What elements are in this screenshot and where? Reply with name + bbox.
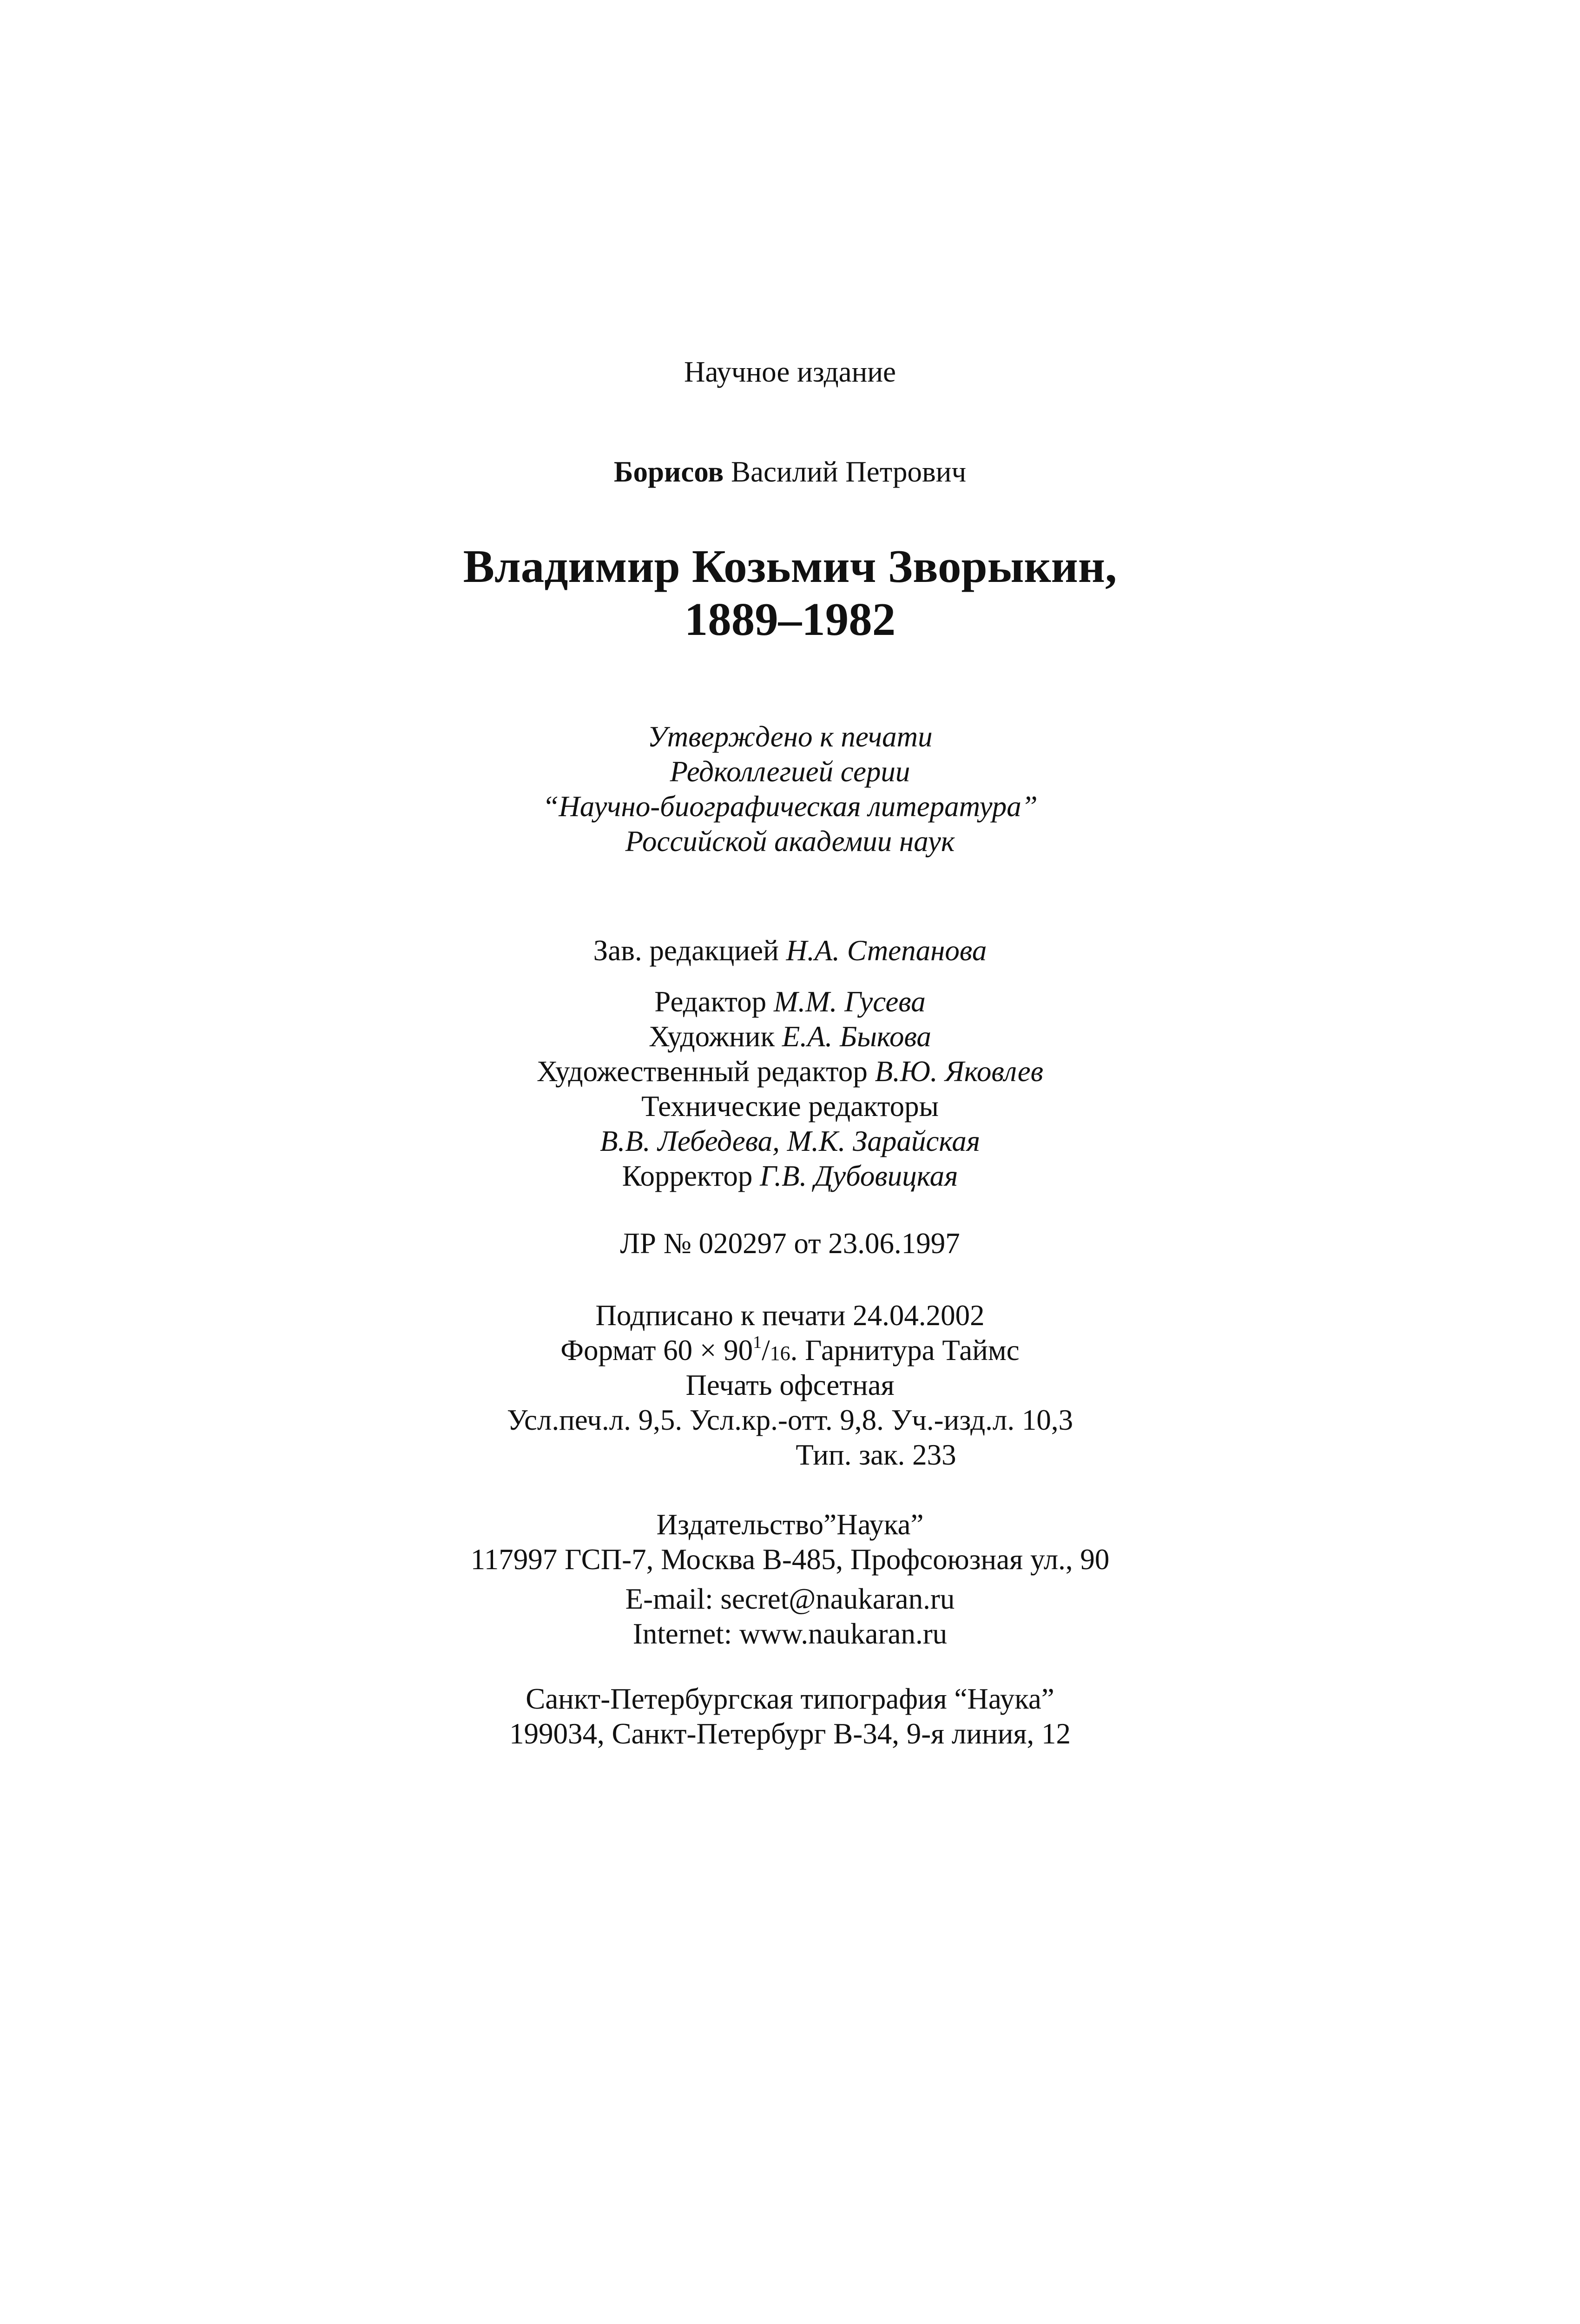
proofreader-line: [0, 1157, 1580, 1195]
printer-name: Санкт-Петербургская типография “Наука”: [526, 1683, 1054, 1715]
publisher-name: Издательство”Наука”: [656, 1508, 924, 1541]
sheets-line: Усл.печ.л. 9,5. Усл.кр.-отт. 9,8. Уч.-изд.л. 10,3: [507, 1404, 1073, 1436]
proofreader-label: Корректор: [622, 1160, 753, 1192]
art-editor-label: Художественный редактор: [536, 1055, 868, 1088]
artist-line: [0, 1018, 1580, 1055]
approval-line-2: Редколлегией серии: [670, 755, 910, 788]
publisher-address: 117997 ГСП-7, Москва В-485, Профсоюзная ул., 90: [470, 1543, 1110, 1576]
tech-editors-names: В.В. Лебедева, М.К. Зарайская: [599, 1125, 980, 1157]
head-of-editorial-line: [0, 932, 1580, 969]
art-editor-name: В.Ю. Яковлев: [875, 1055, 1044, 1088]
license-line: ЛР № 020297 от 23.06.1997: [620, 1227, 960, 1260]
publisher-internet: Internet: www.naukaran.ru: [632, 1618, 948, 1650]
author-surname: Борисов: [613, 456, 724, 488]
format-slash: /: [762, 1334, 770, 1367]
book-title-line-2: 1889–1982: [684, 593, 896, 645]
author-line: [0, 453, 1580, 490]
publisher-email: E-mail: secret@naukaran.ru: [625, 1583, 955, 1615]
artist-label: Художник: [649, 1020, 775, 1053]
signed-to-print: Подписано к печати 24.04.2002: [595, 1299, 985, 1332]
approval-line-4: Российской академии наук: [625, 825, 955, 858]
editor-label: Редактор: [654, 985, 767, 1018]
printing-type: Печать офсетная: [685, 1369, 895, 1401]
art-editor-line: [0, 1053, 1580, 1090]
tech-editors-label: Технические редакторы: [641, 1090, 939, 1122]
format-prefix: Формат 60 × 90: [560, 1334, 753, 1367]
head-of-editorial-name: Н.А. Степанова: [786, 934, 987, 967]
format-suffix: . Гарнитура Таймс: [790, 1334, 1020, 1367]
approval-line-3: “Научно-биографическая литература”: [542, 790, 1038, 823]
edition-type: Научное издание: [684, 356, 896, 388]
artist-name: Е.А. Быкова: [782, 1020, 931, 1053]
head-of-editorial-label: Зав. редакцией: [593, 934, 779, 967]
book-title-line-1: Владимир Козьмич Зворыкин,: [463, 540, 1117, 592]
proofreader-name: Г.В. Дубовицкая: [760, 1160, 958, 1192]
approval-line-1: Утверждено к печати: [647, 720, 933, 753]
format-superscript: 1: [753, 1333, 762, 1352]
order-line: Тип. зак. 233: [796, 1439, 956, 1471]
format-denominator: 16: [770, 1342, 790, 1365]
editor-line: [0, 983, 1580, 1020]
editor-name: М.М. Гусева: [773, 985, 926, 1018]
author-given-names: Василий Петрович: [731, 456, 967, 488]
printer-address: 199034, Санкт-Петербург В-34, 9-я линия, 12: [509, 1717, 1071, 1750]
